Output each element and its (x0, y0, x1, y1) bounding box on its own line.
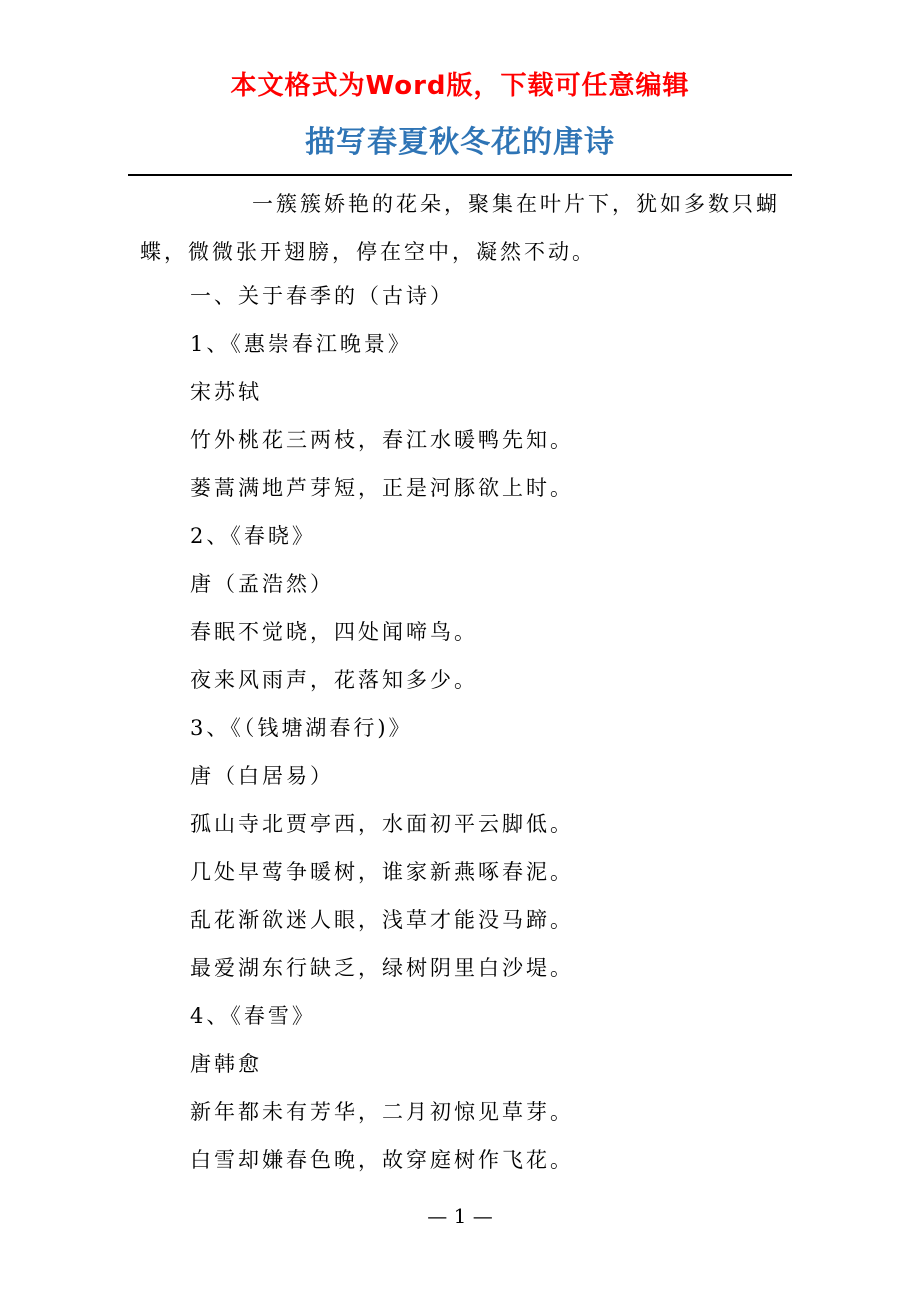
poem-line: 竹外桃花三两枝，春江水暖鸭先知。 (190, 428, 574, 452)
poem-author: 唐韩愈 (190, 1052, 262, 1076)
poem-line: 夜来风雨声，花落知多少。 (190, 668, 478, 692)
poem-title: 4、《春雪》 (190, 1004, 316, 1028)
page-number: — 1 — (427, 1204, 493, 1228)
poem-line: 新年都未有芳华，二月初惊见草芽。 (190, 1100, 574, 1124)
intro-paragraph: 一簇簇娇艳的花朵，聚集在叶片下，犹如多数只蝴蝶，微微张开翅膀，停在空中，凝然不动。 (140, 192, 780, 264)
poem-author: 唐（孟浩然） (190, 572, 334, 596)
poem-line: 乱花渐欲迷人眼，浅草才能没马蹄。 (190, 908, 574, 932)
poem-line: 蒌蒿满地芦芽短，正是河豚欲上时。 (190, 476, 574, 500)
poem-author: 宋苏轼 (190, 380, 262, 404)
poem-line: 白雪却嫌春色晚，故穿庭树作飞花。 (190, 1148, 574, 1172)
poem-line: 几处早莺争暖树，谁家新燕啄春泥。 (190, 860, 574, 884)
poem-line: 孤山寺北贾亭西，水面初平云脚低。 (190, 812, 574, 836)
title-divider (128, 174, 792, 176)
section-heading-spring: 一、关于春季的（古诗） (190, 284, 454, 308)
poem-author: 唐（白居易） (190, 764, 334, 788)
poem-title: 1、《惠崇春江晚景》 (190, 332, 412, 356)
poem-title: 3、《（钱塘湖春行)》 (190, 716, 413, 740)
word-format-notice: 本文格式为Word版，下载可任意编辑 (230, 71, 690, 101)
poem-line: 最爱湖东行缺乏，绿树阴里白沙堤。 (190, 956, 574, 980)
document-title: 描写春夏秋冬花的唐诗 (305, 125, 615, 160)
poem-list (190, 272, 790, 1184)
poem-line: 春眠不觉晓，四处闻啼鸟。 (190, 620, 478, 644)
poem-title: 2、《春晓》 (190, 524, 316, 548)
